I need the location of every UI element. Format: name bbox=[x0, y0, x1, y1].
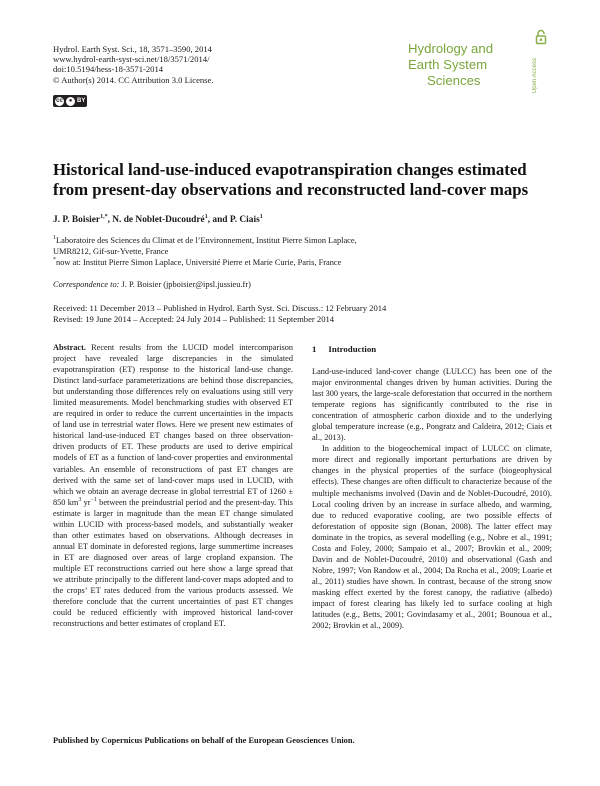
author-affiliation-mark: 1 bbox=[259, 213, 263, 220]
cc-icon: cc bbox=[56, 98, 63, 104]
license-notice: © Author(s) 2014. CC Attribution 3.0 License. bbox=[53, 74, 214, 85]
abstract-unit: yr bbox=[81, 497, 91, 507]
author-name: J. P. Boisier bbox=[53, 215, 101, 225]
author-name: P. Ciais bbox=[229, 215, 260, 225]
article-doi[interactable]: doi:10.5194/hess-18-3571-2014 bbox=[53, 64, 164, 75]
correspondence-text[interactable]: J. P. Boisier (jpboisier@ipsl.jussieu.fr) bbox=[121, 280, 251, 289]
open-access-label: Open Access bbox=[532, 58, 538, 94]
affiliation-line bbox=[53, 257, 357, 268]
abstract-text: Recent results from the LUCID model intercomparison project have revealed large discrepancies in the simulated evapotranspiration (ET) response to the historical land-use change. Distinct land-surface parameterizations are behind those discrepancies, but understanding those differences rely on evaluations using still very limited measurements. Model benchmarking studies with observed ET are required in order to reduce the current uncertainties in the impacts of land use in terrestrial water flows. Here we present new estimates of historical land-use-induced ET changes based on three observation-driven products of ET. These products are used to derive empirical models of ET as a function of land-cover properties and environmental variables. An ensemble of reconstructions of past ET changes are derived with the same set of land-cover maps used in LUCID, with which we obtain an average decrease in global terrestrial ET of 1260 ± 850 km bbox=[53, 343, 293, 507]
publication-history bbox=[53, 303, 386, 325]
abstract bbox=[53, 342, 293, 629]
history-received: Received: 11 December 2013 – Published in Hydrol. Earth Syst. Sci. Discuss.: 12 February 2014 bbox=[53, 303, 387, 313]
affiliation-text: now at: Institut Pierre Simon Laplace, Université Pierre et Marie Curie, Paris, France bbox=[56, 258, 342, 267]
journal-logo-line3: Sciences bbox=[427, 73, 481, 88]
journal-logo-line2: Earth System bbox=[408, 57, 488, 72]
author-separator: , and bbox=[207, 215, 230, 225]
affiliation-mark: 1 bbox=[53, 235, 56, 242]
author-affiliation-mark: 1,* bbox=[100, 213, 108, 220]
journal-citation: Hydrol. Earth Syst. Sci., 18, 3571–3590, 2014 bbox=[53, 44, 212, 54]
by-icon: BY bbox=[77, 98, 86, 104]
author-list bbox=[53, 215, 553, 225]
author-separator: , bbox=[107, 215, 113, 225]
affiliation-text: Laboratoire des Sciences du Climat et de l’Environnement, Institut Pierre Simon Laplace, bbox=[56, 236, 357, 245]
abstract-unit-exponent: 3 bbox=[78, 496, 82, 503]
open-access-lock-icon bbox=[535, 29, 547, 45]
correspondence bbox=[53, 279, 251, 290]
article-url[interactable]: www.hydrol-earth-syst-sci.net/18/3571/2014/ bbox=[53, 54, 210, 65]
paragraph: Land-use-induced land-cover change (LULCC) has been one of the major environmental changes driven by human activities. During the last 300 years, the large-scale deforestation that occurred in the northern temperate regions has significantly contributed to the rise in concentration of atmospheric carbon dioxide and to the underlying global temperature increase (e.g., Pongratz and Caldeira, 2012; Ciais et al., 2013). bbox=[312, 367, 552, 443]
journal-logo bbox=[402, 30, 552, 98]
publisher-footer: Published by Copernicus Publications on behalf of the European Geosciences Union. bbox=[53, 736, 355, 745]
person-icon: ● bbox=[66, 97, 75, 106]
journal-logo-line1: Hydrology and bbox=[408, 41, 494, 56]
author-affiliation-mark: 1 bbox=[204, 213, 208, 220]
article-title: Historical land-use-induced evapotranspiration changes estimated from present-day observations and reconstructed land-cover maps bbox=[53, 160, 529, 199]
abstract-unit-exponent: −1 bbox=[90, 496, 97, 503]
paragraph: In addition to the biogeochemical impact of LULCC on climate, more direct and regionally important perturbations are driven by changes in the physical properties of the surface (biogeophysical effects). These changes are often difficult to characterize because of the multiple mechanisms involved (Davin and de Noblet-Ducoudré, 2010). Local cooling driven by an increase in surface albedo, and warming, due to reduced evaporative cooling, are two possible effects of deforestation of opposite sign (Bonan, 2008). The latter effect may dominate in the tropics, as several modelling (e.g., Nobre et al., 1991; Costa and Foley, 2000; Sampaio et al., 2007; Brovkin et al., 2009; Davin and de Noblet-Ducoudré, 2010) and observational (Gash and Nobre, 1997; Von Randow et al., 2004; Da Rocha et al., 2009; Loarie et al., 2011) studies have shown. In contrast, because of the strong snow masking effect exerted by the forest canopy, the radiative (albedo) impact of forest clearing has likely led to surface cooling at high latitudes (e.g., Betts, 2001; Govindasamy et al., 2001; Bounoua et al., 2002; Brovkin et al., 2009). bbox=[312, 444, 552, 631]
section-heading bbox=[312, 344, 376, 354]
introduction-body bbox=[312, 366, 552, 631]
correspondence-label: Correspondence to: bbox=[53, 280, 120, 289]
section-number: 1 bbox=[312, 344, 317, 354]
abstract-text: between the preindustrial period and the present-day. This estimate is larger in magnitude than the mean ET change simulated within LUCID with process-based models, and substantially weaker than other estimates based on observations. Although decreases in annual ET dominate in deforested regions, large summertime increases in ET are diagnosed over areas of large cropland expansion. The multiple ET reconstructions carried out here show a large spread that we attribute principally to the different land-cover maps adopted and to the crops’ ET rates deduced from the various products assessed. We therefore conclude that the current uncertainties of past ET changes could be reduced efficiently with improved historical land-cover reconstructions and better estimates of cropland ET. bbox=[53, 497, 293, 629]
affiliation-line: UMR8212, Gif-sur-Yvette, France bbox=[53, 247, 169, 256]
citation-block bbox=[53, 44, 214, 85]
cc-by-license-icon[interactable] bbox=[53, 95, 87, 107]
affiliation-mark: * bbox=[53, 257, 56, 264]
history-revised: Revised: 19 June 2014 – Accepted: 24 July 2014 – Published: 11 September 2014 bbox=[53, 314, 335, 324]
affiliation-line bbox=[53, 235, 357, 246]
abstract-label: Abstract. bbox=[53, 343, 86, 352]
section-title: Introduction bbox=[328, 344, 377, 354]
author-name: N. de Noblet-Ducoudré bbox=[112, 215, 205, 225]
affiliations bbox=[53, 235, 357, 268]
